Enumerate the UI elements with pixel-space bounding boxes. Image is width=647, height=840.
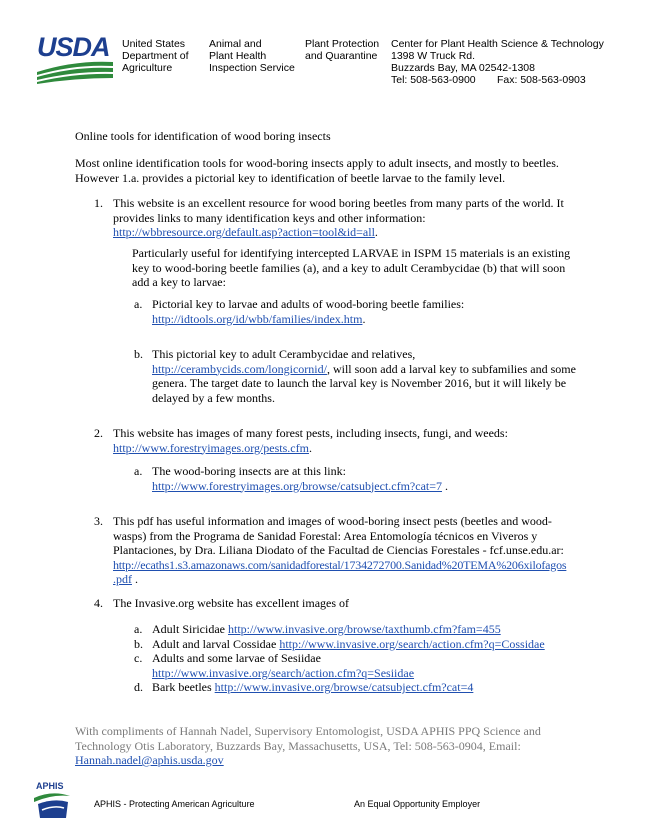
sesiidae-link[interactable]: http://www.invasive.org/search/action.cfm?q=Sesiidae xyxy=(152,665,415,680)
item-1-para: Particularly useful for identifying intercepted LARVAE in ISPM 15 materials is an existing key to wood-boring beetle families (a), and a key to adult Cerambycidae (b) that will soon add a key to larvae: xyxy=(132,246,571,289)
fax: Fax: 508-563-0903 xyxy=(497,74,586,86)
footer-right: An Equal Opportunity Employer xyxy=(354,799,481,809)
tel: Tel: 508-563-0900 xyxy=(391,74,476,86)
usda-logo xyxy=(37,32,113,84)
item-1-number: 1. xyxy=(94,196,103,210)
item-4-number: 4. xyxy=(94,596,103,610)
siricidae-link[interactable]: http://www.invasive.org/browse/taxthumb.cfm?fam=455 xyxy=(227,622,501,636)
aphis-logo-swoosh xyxy=(32,792,72,820)
sanidad-pdf-link[interactable]: http://ecaths1.s3.amazonaws.com/sanidadforestal/1734272700.Sanidad%20TEMA%206xilofagos xyxy=(113,557,567,572)
item-4-list: a. Adult Siricidae http://www.invasive.org/browse/taxthumb.cfm?fam=455 b. Adult and larval Cossidae http://www.invasive.org/search/action.cfm?q=Cossidae c. Adults and some larvae of Sesiidae http://www.invasive.org/search/action.cfm?q=Sesiidae d. Bark beetles http://www.invasive.org/browse/catsubject.cfm?cat=4 xyxy=(134,622,545,694)
usda-logo-text: USDA xyxy=(37,32,110,62)
forestryimages-woodboring-link[interactable]: http://www.forestryimages.org/browse/catsubject.cfm?cat=7 xyxy=(152,478,443,493)
aphis-logo xyxy=(32,778,72,818)
usda-name: United States Department of Agriculture xyxy=(122,38,189,74)
cossidae-link[interactable]: http://www.invasive.org/search/action.cfm?q=Cossidae xyxy=(279,636,545,651)
center-address: Center for Plant Health Science & Technology 1398 W Truck Rd. Buzzards Bay, MA 02542-1308 Tel: 508-563-0900 Fax: 508-563-0903 xyxy=(391,38,604,86)
cerambycids-link[interactable]: http://cerambycids.com/longicornid/ xyxy=(152,361,327,376)
intro: Most online identification tools for wood-boring insects apply to adult insects, and mostly to beetles. However 1.a. provides a pictorial key to identification of beetle larvae to the family level. xyxy=(75,156,559,185)
item-3-number: 3. xyxy=(94,514,103,528)
closing: With compliments of Hannah Nadel, Supervisory Entomologist, USDA APHIS PPQ Science and Technology Otis Laboratory, Buzzards Bay, Massachusetts, USA, Tel: 508-563-0904, Email: Hannah.nadel@aphis.usda.gov xyxy=(75,724,541,767)
sanidad-pdf-link-cont[interactable]: .pdf xyxy=(113,572,132,586)
page-title: Online tools for identification of wood boring insects xyxy=(75,129,331,143)
ppq-name: Plant Protection and Quarantine xyxy=(305,38,380,62)
bark-beetles-link[interactable]: http://www.invasive.org/browse/catsubject.cfm?cat=4 xyxy=(214,680,474,694)
wbbresource-link[interactable]: http://wbbresource.org/default.asp?action=tool&id=all xyxy=(113,225,375,239)
usda-logo-hills xyxy=(37,58,113,84)
wbb-families-link[interactable]: http://idtools.org/id/wbb/families/index.htm xyxy=(152,311,363,326)
forestryimages-link[interactable]: http://www.forestryimages.org/pests.cfm xyxy=(113,440,309,455)
aphis-name: Animal and Plant Health Inspection Service xyxy=(209,38,295,74)
email-link[interactable]: Hannah.nadel@aphis.usda.gov xyxy=(75,753,224,767)
item-2-number: 2. xyxy=(94,426,103,440)
footer-left: APHIS - Protecting American Agriculture xyxy=(94,799,255,809)
aphis-logo-text: APHIS xyxy=(36,781,64,791)
